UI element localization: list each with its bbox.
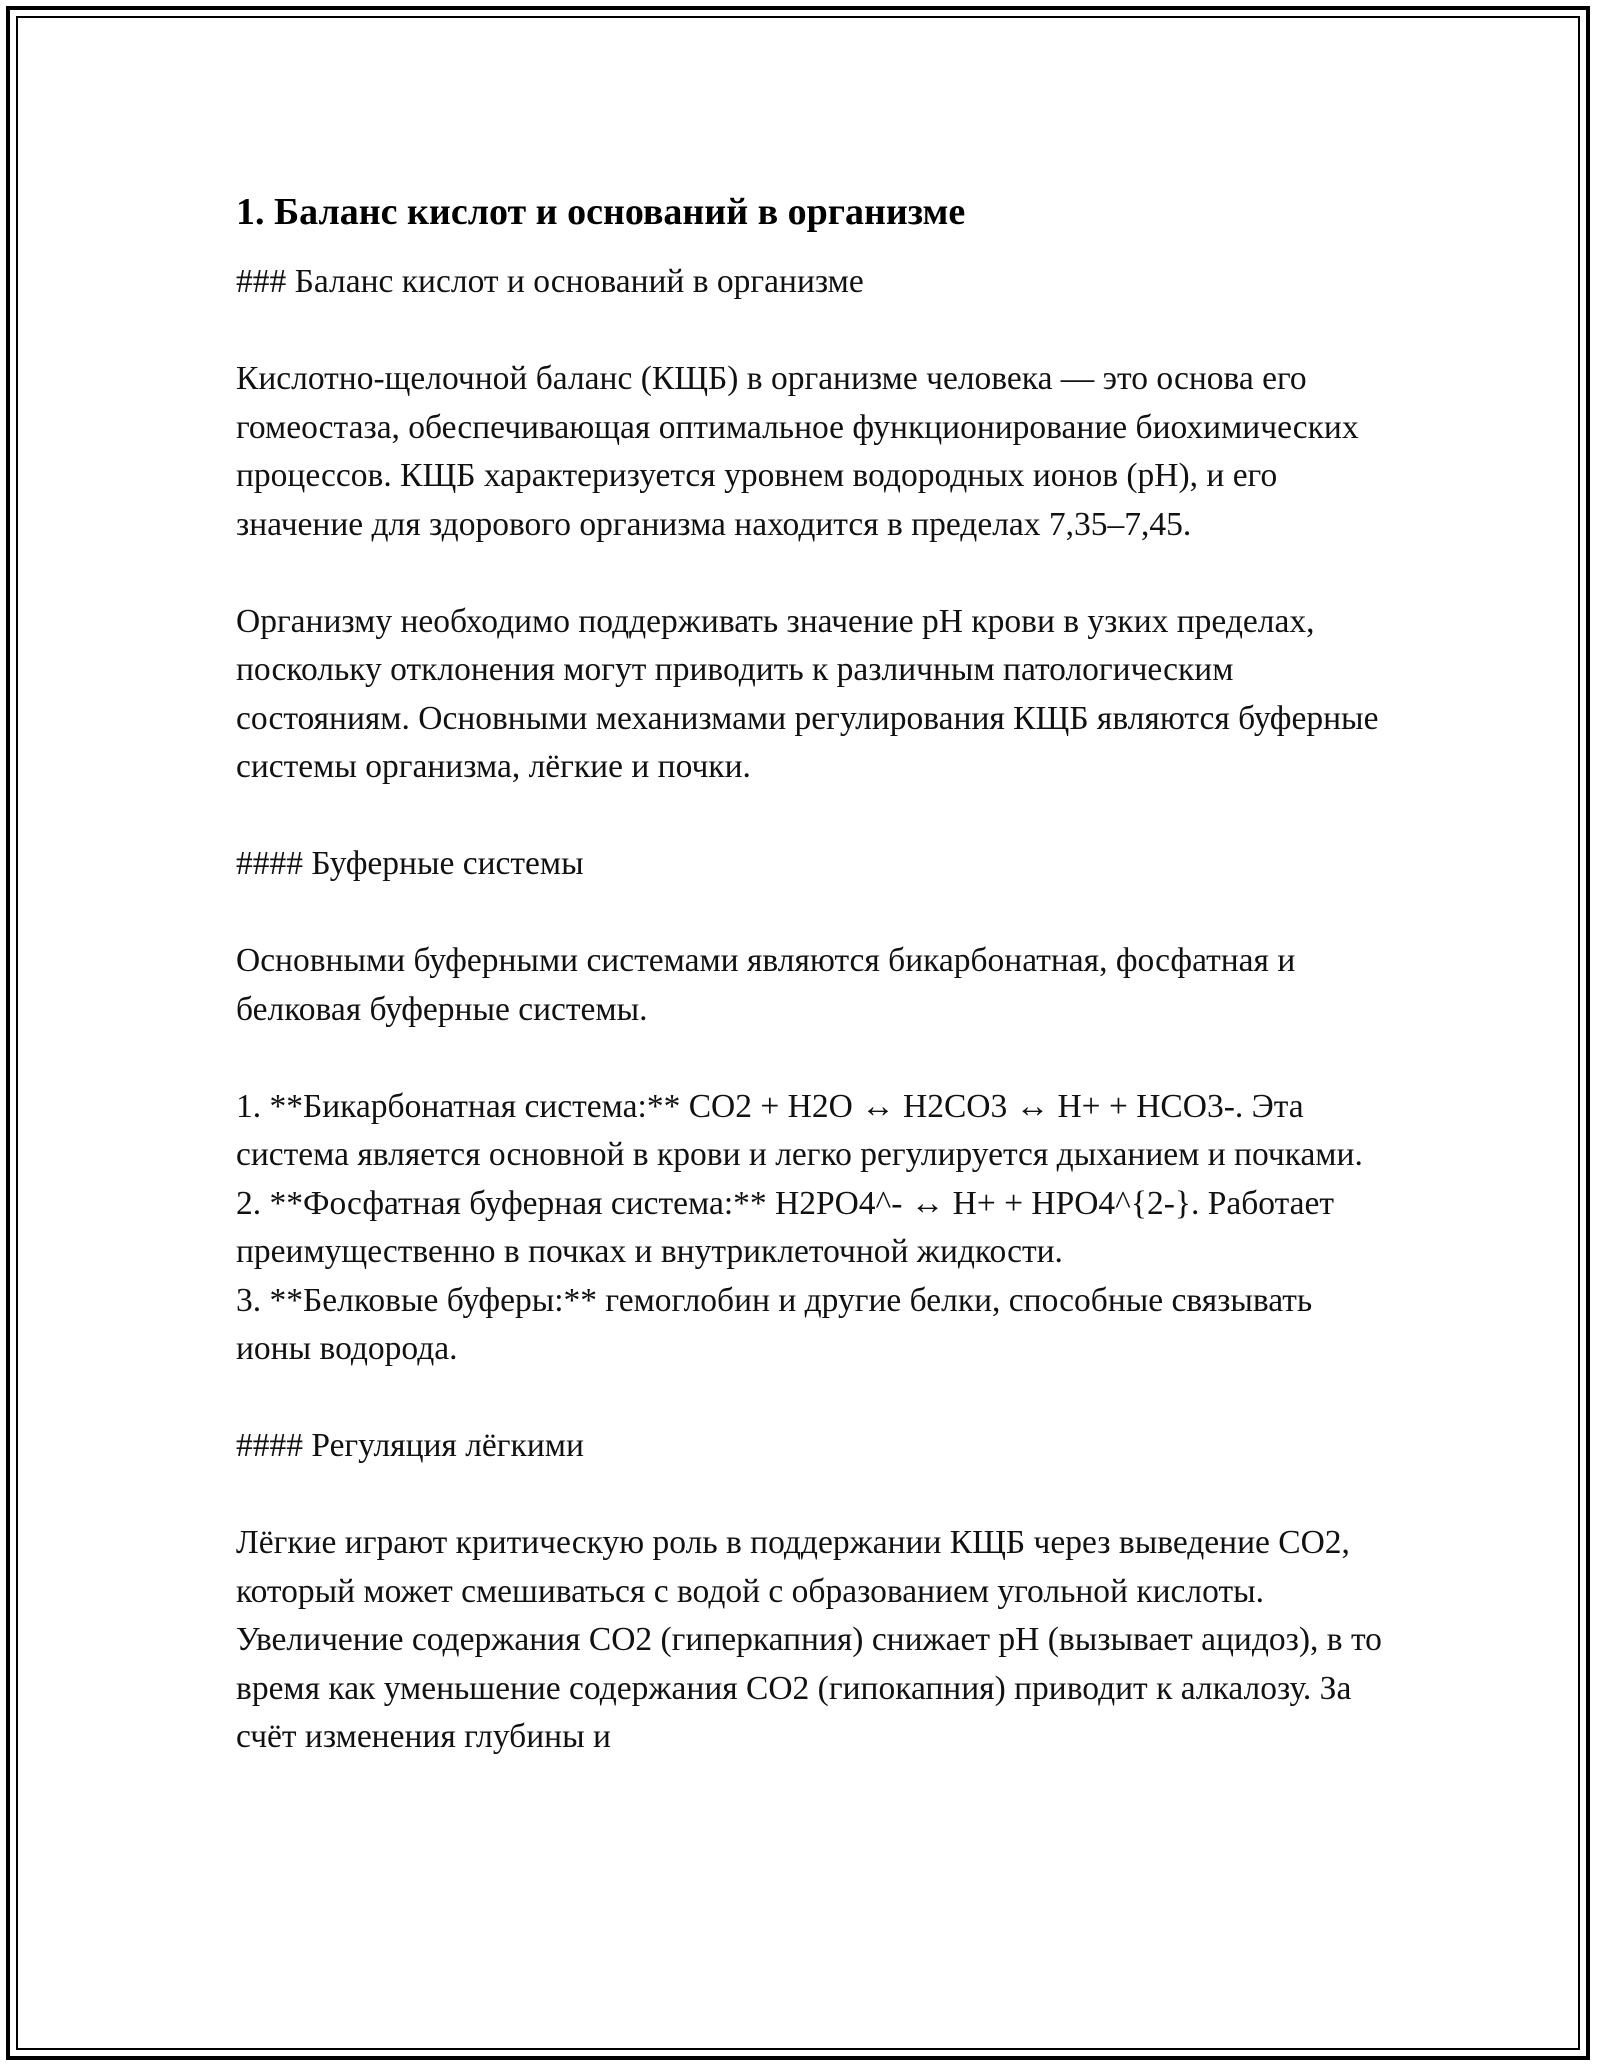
paragraph-gap [236, 307, 1386, 356]
section-heading-buffers: #### Буферные системы [236, 845, 584, 882]
paragraph-gap [236, 1471, 1386, 1520]
document-page [236, 188, 1386, 1762]
subtitle-heading: ### Баланс кислот и оснований в организме [236, 263, 864, 300]
paragraph-gap [236, 1374, 1386, 1423]
document-title: 1. Баланс кислот и оснований в организме [236, 191, 966, 233]
paragraph-gap [236, 889, 1386, 938]
buffer-item-bicarbonate: 1. **Бикарбонатная система:** CO2 + H2O ↔ H2CO3 ↔ H+ + HCO3-. Эта система является основной в крови и легко регулируется дыханием и почками. [236, 1087, 1363, 1173]
paragraph-gap [236, 549, 1386, 598]
paragraph-gap [236, 1034, 1386, 1083]
intro-paragraph-2: Организму необходимо поддерживать значение pH крови в узких пределах, поскольку отклонения могут приводить к различным патологическим состояниям. Основными механизмами регулирования КЩБ являются буферные системы организма, лёгкие и почки. [236, 602, 1379, 785]
lungs-paragraph: Лёгкие играют критическую роль в поддержании КЩБ через выведение CO2, который может смешиваться с водой с образованием угольной кислоты. Увеличение содержания CO2 (гиперкапния) снижает pH (вызывает ацидоз), в то время как уменьшение содержания CO2 (гипокапния) приводит к алкалозу. За счёт изменения глубины и [236, 1524, 1382, 1755]
paragraph-gap [236, 792, 1386, 841]
buffer-item-protein: 3. **Белковые буферы:** гемоглобин и другие белки, способные связывать ионы водорода. [236, 1281, 1313, 1367]
intro-paragraph-1: Кислотно-щелочной баланс (КЩБ) в организме человека — это основа его гомеостаза, обеспечивающая оптимальное функционирование биохимических процессов. КЩБ характеризуется уровнем водородных ионов (pH), и его значение для здорового организма находится в пределах 7,35–7,45. [236, 360, 1359, 543]
buffers-intro-paragraph: Основными буферными системами являются бикарбонатная, фосфатная и белковая буферные системы. [236, 942, 1296, 1028]
section-heading-lungs: #### Регуляция лёгкими [236, 1427, 584, 1464]
buffer-item-phosphate: 2. **Фосфатная буферная система:** H2PO4^- ↔ H+ + HPO4^{2-}. Работает преимущественно в почках и внутриклеточной жидкости. [236, 1184, 1334, 1270]
